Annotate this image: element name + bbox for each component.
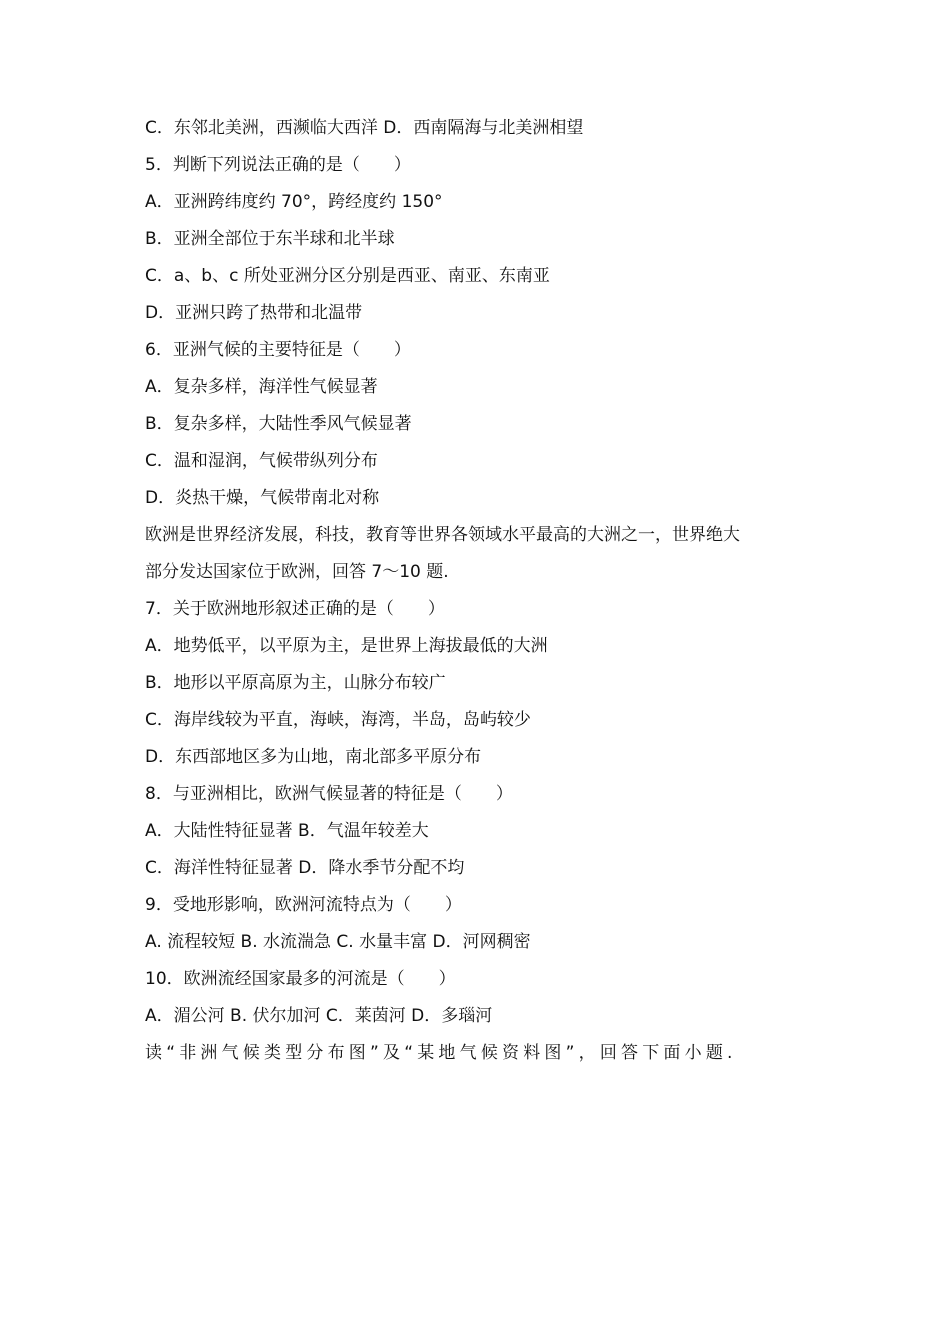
instruction-line: 读“非洲气候类型分布图”及“某地气候资料图”，回答下面小题. — [145, 1043, 737, 1063]
question-8: 8．与亚洲相比，欧洲气候显著的特征是（ ） — [145, 784, 513, 804]
question-10: 10．欧洲流经国家最多的河流是（ ） — [145, 969, 456, 989]
option-a-q5: A．亚洲跨纬度约 70°，跨经度约 150° — [145, 192, 443, 212]
options-q10: A．湄公河 B. 伏尔加河 C．莱茵河 D．多瑙河 — [145, 1006, 493, 1026]
passage-line-1: 欧洲是世界经济发展，科技，教育等世界各领域水平最高的大洲之一，世界绝大 — [145, 525, 740, 545]
option-b-q5: B．亚洲全部位于东半球和北半球 — [145, 229, 395, 249]
option-b-q7: B．地形以平原高原为主，山脉分布较广 — [145, 673, 446, 693]
option-c-q7: C．海岸线较为平直，海峡，海湾，半岛，岛屿较少 — [145, 710, 531, 730]
option-a-q7: A．地势低平，以平原为主，是世界上海拔最低的大洲 — [145, 636, 548, 656]
option-a-q6: A．复杂多样，海洋性气候显著 — [145, 377, 378, 397]
option-c-q4: C．东邻北美洲，西濒临大西洋 D．西南隔海与北美洲相望 — [145, 118, 584, 138]
option-d-q6: D．炎热干燥，气候带南北对称 — [145, 488, 380, 508]
question-9: 9．受地形影响，欧洲河流特点为（ ） — [145, 895, 462, 915]
options-q9: A. 流程较短 B. 水流湍急 C. 水量丰富 D．河网稠密 — [145, 932, 531, 952]
options-cd-q8: C．海洋性特征显著 D．降水季节分配不均 — [145, 858, 465, 878]
option-c-q5: C．a、b、c 所处亚洲分区分别是西亚、南亚、东南亚 — [145, 266, 550, 286]
option-b-q6: B．复杂多样，大陆性季风气候显著 — [145, 414, 412, 434]
options-ab-q8: A．大陆性特征显著 B．气温年较差大 — [145, 821, 429, 841]
option-c-q6: C．温和湿润，气候带纵列分布 — [145, 451, 378, 471]
question-7: 7．关于欧洲地形叙述正确的是（ ） — [145, 599, 445, 619]
passage-line-2: 部分发达国家位于欧洲，回答 7～10 题. — [145, 562, 449, 582]
option-d-q5: D．亚洲只跨了热带和北温带 — [145, 303, 363, 323]
question-5: 5．判断下列说法正确的是（ ） — [145, 155, 411, 175]
option-d-q7: D．东西部地区多为山地，南北部多平原分布 — [145, 747, 482, 767]
question-6: 6．亚洲气候的主要特征是（ ） — [145, 340, 411, 360]
